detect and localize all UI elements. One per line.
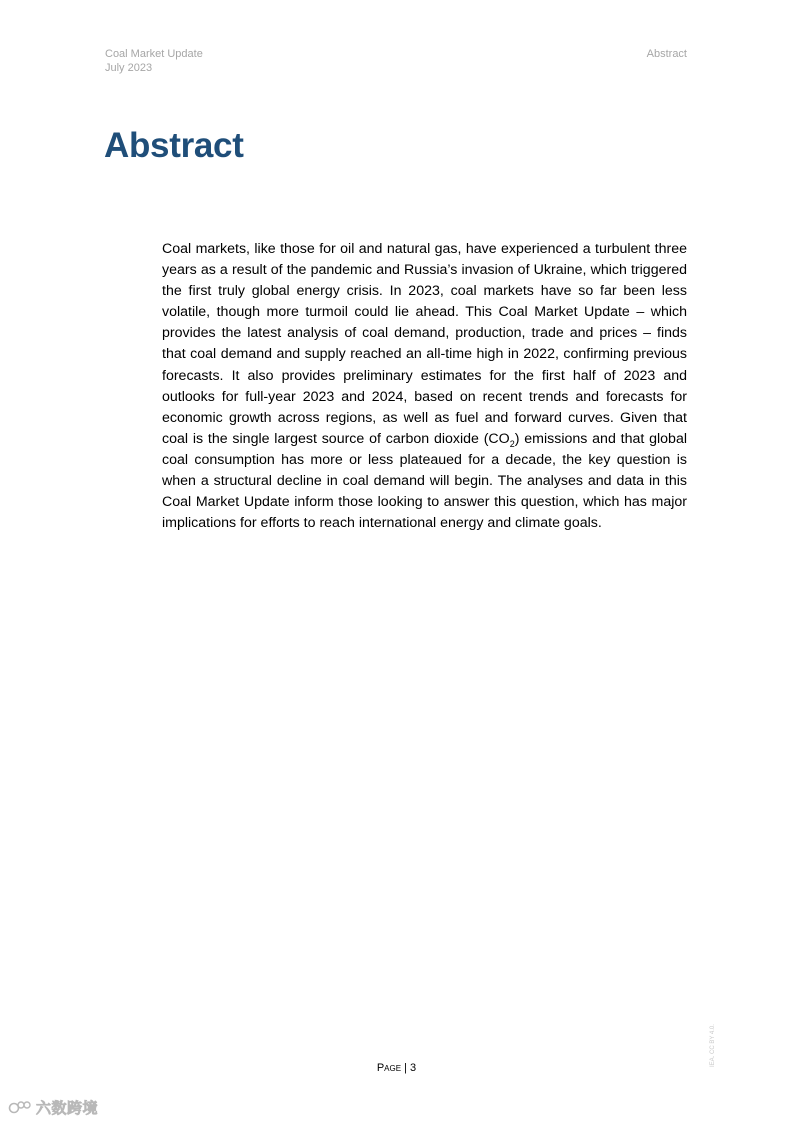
report-title: Coal Market Update (105, 48, 203, 60)
running-header-left (105, 47, 203, 75)
abstract-text-part-1: Coal markets, like those for oil and natural gas, have experienced a turbulent three years as a result of the pandemic and Russia’s invasion of Ukraine, which triggered the first truly global energy crisis. In 2023, coal markets have so far been less volatile, though more turmoil could lie ahead. This Coal Market Update – which provides the latest analysis of coal demand, production, trade and prices – finds that coal demand and supply reached an all-time high in 2022, confirming previous forecasts. It also provides preliminary estimates for the first half of 2023 and outlooks for full-year 2023 and 2024, based on recent trends and forecasts for economic growth across regions, as well as fuel and forward curves. Given that coal is the single largest source of carbon dioxide (CO (162, 241, 687, 447)
report-date: July 2023 (105, 62, 153, 74)
page-separator: | (401, 1062, 411, 1074)
page-number: 3 (410, 1062, 417, 1074)
abstract-text-part-2: ) emissions and that global coal consumption has more or less plateaued for a decade, the key question is when a structural decline in coal demand will begin. The analyses and data in this Coal Market Update inform those looking to answer this question, which has major implications for efforts to reach international energy and climate goals. (162, 430, 687, 532)
watermark-text: 六数跨境 (36, 1100, 99, 1117)
watermark (8, 1097, 98, 1118)
abstract-paragraph (162, 239, 687, 534)
watermark-logo-icon (8, 1099, 32, 1117)
page-title: Abstract (104, 126, 244, 165)
page-label: Page (376, 1062, 402, 1074)
running-header-section: Abstract (646, 48, 687, 60)
license-note: IEA. CC BY 4.0. (710, 1024, 716, 1067)
co2-subscript: 2 (509, 438, 515, 449)
page-number-footer (0, 1061, 793, 1075)
